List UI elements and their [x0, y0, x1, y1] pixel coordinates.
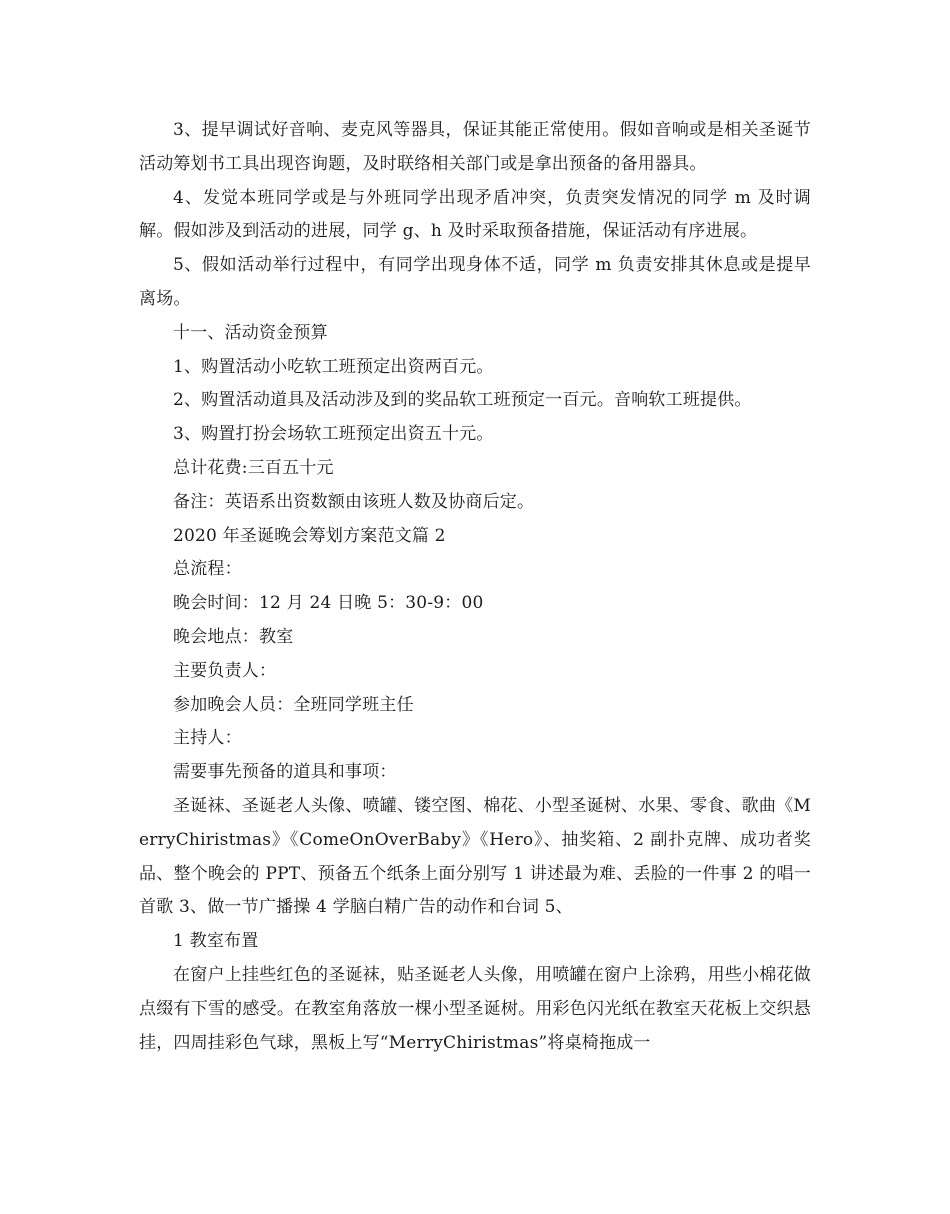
section-heading: 1 教室布置: [173, 931, 259, 952]
paragraph: 圣诞袜、圣诞老人头像、喷罐、镂空图、棉花、小型圣诞树、水果、零食、歌曲《MerryChiristmas》《ComeOnOverBaby》《Hero》、抽奖箱、2 副扑克牌、成功者奖品、整个晚会的 PPT、预备五个纸条上面分别写 1 讲述最为难、丢脸的一件事 2 的唱一首歌 3、做一节广播操 4 学脑白精广告的动作和台词 5、: [139, 795, 811, 918]
section-heading: 十一、活动资金预算: [173, 322, 328, 343]
paragraph: 在窗户上挂些红色的圣诞袜，贴圣诞老人头像，用喷罐在窗户上涂鸦，用些小棉花做点缀有下雪的感受。在教室角落放一棵小型圣诞树。用彩色闪光纸在教室天花板上交织悬挂，四周挂彩色气球，黑板上写“MerryChiristmas”将桌椅拖成一: [139, 964, 811, 1053]
paragraph: 主要负责人：: [173, 660, 277, 681]
paragraph: 1、购置活动小吃软工班预定出资两百元。: [173, 356, 494, 377]
paragraph: 2、购置活动道具及活动涉及到的奖品软工班预定一百元。音响软工班提供。: [173, 390, 752, 411]
paragraph: 3、提早调试好音响、麦克风等器具，保证其能正常使用。假如音响或是相关圣诞节活动筹划书工具出现咨询题，及时联络相关部门或是拿出预备的备用器具。: [139, 120, 811, 174]
paragraph: 主持人：: [173, 728, 242, 749]
paragraph: 备注：英语系出资数额由该班人数及协商后定。: [173, 491, 535, 512]
paragraph: 总计花费:三百五十元: [173, 457, 334, 478]
paragraph: 4、发觉本班同学或是与外班同学出现矛盾冲突，负责突发情况的同学 m 及时调解。假如涉及到活动的进展，同学 g、h 及时采取预备措施，保证活动有序进展。: [139, 187, 811, 242]
document-page: [139, 114, 811, 1060]
section-heading: 2020 年圣诞晚会筹划方案范文篇 2: [173, 525, 446, 546]
paragraph: 需要事先预备的道具和事项：: [173, 762, 397, 783]
paragraph: 晚会地点：教室: [173, 626, 294, 647]
paragraph: 3、购置打扮会场软工班预定出资五十元。: [173, 424, 494, 445]
paragraph: 参加晚会人员：全班同学班主任: [173, 694, 414, 715]
paragraph: 5、假如活动举行过程中，有同学出现身体不适，同学 m 负责安排其休息或是提早离场。: [139, 255, 811, 309]
paragraph: 总流程：: [173, 559, 242, 580]
paragraph: 晚会时间：12 月 24 日晚 5：30-9：00: [173, 593, 484, 614]
